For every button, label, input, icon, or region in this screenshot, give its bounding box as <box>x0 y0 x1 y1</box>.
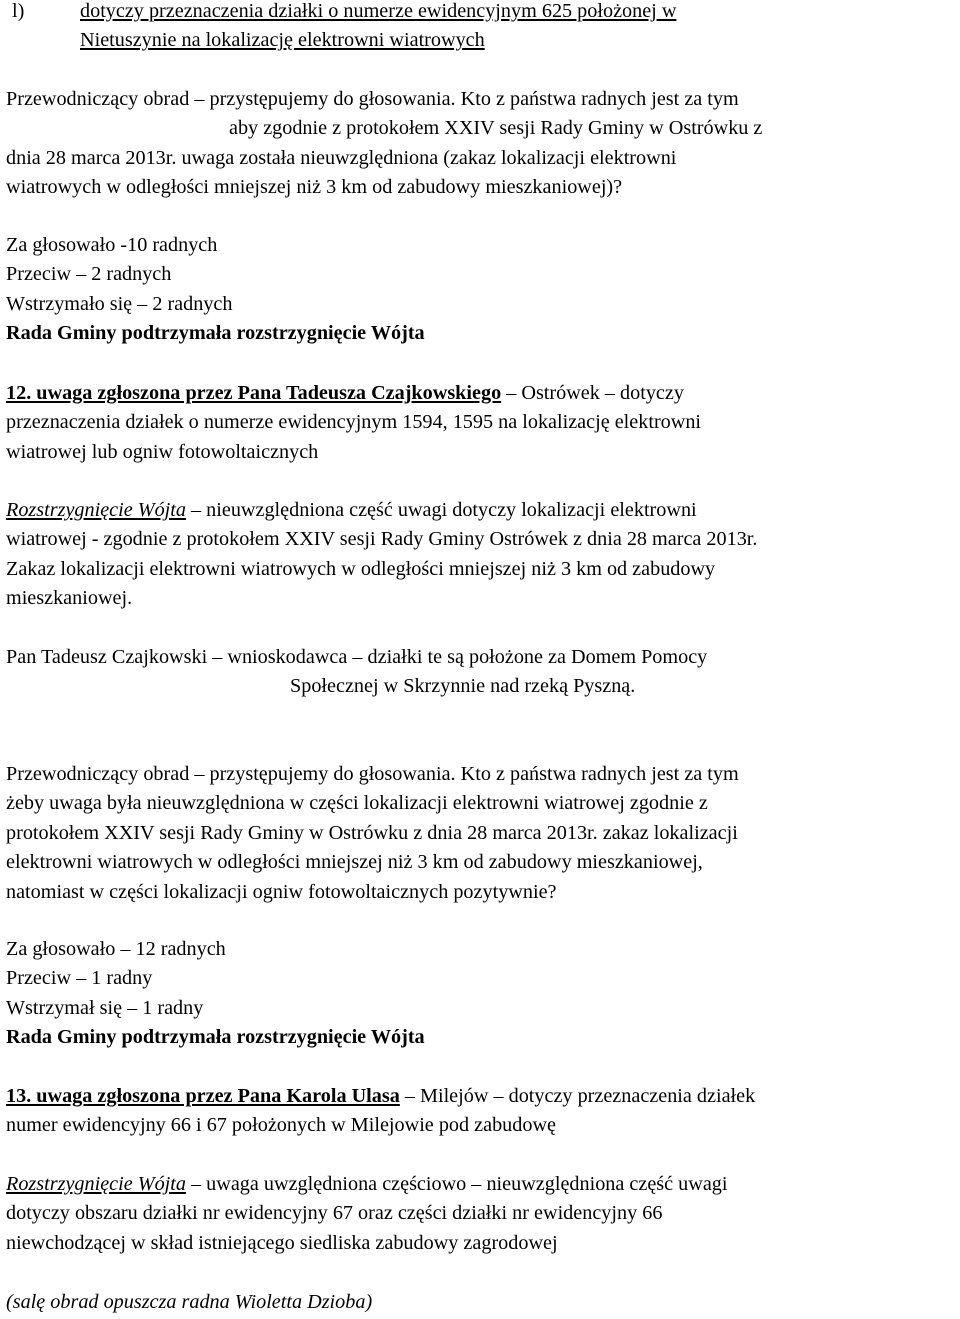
item-l-text-line2: Nietuszynie na lokalizację elektrowni wiatrowych <box>80 29 485 52</box>
item12-heading: 12. uwaga zgłoszona przez Pana Tadeusza Czajkowskiego <box>6 382 502 404</box>
item-l-marker: l) <box>12 0 25 22</box>
item13-heading-rest: – Milejów – dotyczy przeznaczenia działek <box>399 1085 756 1107</box>
item12-heading-rest: – Ostrówek – dotyczy <box>501 382 684 404</box>
item-l-text-line1: dotyczy przeznaczenia działki o numerze ewidencyjnym 625 położonej w <box>80 0 677 22</box>
vote1-question-line: wiatrowych w odległości mniejszej niż 3 km od zabudowy mieszkaniowej)? <box>6 176 623 199</box>
item13-decision <box>6 1170 960 1258</box>
item12-decision-line: mieszkaniowej. <box>6 587 133 610</box>
vote1-result: Rada Gminy podtrzymała rozstrzygnięcie Wójta <box>6 322 425 345</box>
vote2-question <box>6 760 960 907</box>
item13-remark <box>6 1288 960 1317</box>
vote2-question-line: Przewodniczący obrad – przystępujemy do głosowania. Kto z państwa radnych jest za tym <box>6 763 739 785</box>
item12-note-line: Społecznej w Skrzynnie nad rzeką Pyszną. <box>290 675 636 698</box>
item12-line: przeznaczenia działek o numerze ewidencyjnym 1594, 1595 na lokalizację elektrowni <box>6 411 702 434</box>
vote1-question-line: Przewodniczący obrad – przystępujemy do głosowania. Kto z państwa radnych jest za tym <box>6 88 739 110</box>
vote1-for: Za głosowało -10 radnych <box>6 234 218 256</box>
item13-remark-text: (salę obrad opuszcza radna Wioletta Dzioba) <box>6 1291 373 1313</box>
item12-note-line: Pan Tadeusz Czajkowski – wnioskodawca – działki te są położone za Domem Pomocy <box>6 646 708 668</box>
item12-line: wiatrowej lub ogniw fotowoltaicznych <box>6 440 319 463</box>
item12-note <box>6 643 960 702</box>
vote2-question-line: protokołem XXIV sesji Rady Gminy w Ostrówku z dnia 28 marca 2013r. zakaz lokalizacji <box>6 821 738 844</box>
item13-heading: 13. uwaga zgłoszona przez Pana Karola Ulasa <box>6 1085 400 1107</box>
item12 <box>6 379 960 467</box>
item13-decision-text: – uwaga uwzględniona częściowo – nieuwzględniona część uwagi <box>185 1173 728 1195</box>
vote2-question-line: żeby uwaga była nieuwzględniona w części lokalizacji elektrowni wiatrowej zgodnie z <box>6 792 708 815</box>
item13-decision-label: Rozstrzygnięcie Wójta <box>6 1173 186 1195</box>
item12-decision-text: – nieuwzględniona część uwagi dotyczy lokalizacji elektrowni <box>185 499 697 521</box>
item12-decision-label: Rozstrzygnięcie Wójta <box>6 499 186 521</box>
vote2-results <box>6 935 960 1053</box>
vote1-question-line: dnia 28 marca 2013r. uwaga została nieuwzględniona (zakaz lokalizacji elektrowni <box>6 146 677 169</box>
vote1-against: Przeciw – 2 radnych <box>6 263 172 286</box>
item12-decision <box>6 496 960 614</box>
item13-decision-line: niewchodzącej w skład istniejącego siedliska zabudowy zagrodowej <box>6 1231 558 1254</box>
item13-line: numer ewidencyjny 66 i 67 położonych w Milejowie pod zabudowę <box>6 1114 556 1137</box>
vote2-question-line: natomiast w części lokalizacji ogniw fotowoltaicznych pozytywnie? <box>6 880 557 903</box>
vote2-for: Za głosowało – 12 radnych <box>6 938 226 960</box>
item13-decision-line: dotyczy obszaru działki nr ewidencyjny 67 oraz części działki nr ewidencyjny 66 <box>6 1202 663 1225</box>
item12-decision-line: wiatrowej - zgodnie z protokołem XXIV sesji Rady Gminy Ostrówek z dnia 28 marca 2013r. <box>6 528 758 551</box>
vote2-question-line: elektrowni wiatrowych w odległości mniejszej niż 3 km od zabudowy mieszkaniowej, <box>6 851 703 874</box>
vote2-result: Rada Gminy podtrzymała rozstrzygnięcie Wójta <box>6 1026 425 1049</box>
vote2-abstain: Wstrzymał się – 1 radny <box>6 996 204 1019</box>
item13 <box>6 1082 960 1141</box>
vote2-against: Przeciw – 1 radny <box>6 967 153 990</box>
vote1-results <box>6 231 960 349</box>
item-l <box>6 0 960 56</box>
vote1-question <box>6 85 960 203</box>
item12-decision-line: Zakaz lokalizacji elektrowni wiatrowych w odległości mniejszej niż 3 km od zabudowy <box>6 557 716 580</box>
vote1-question-line: aby zgodnie z protokołem XXIV sesji Rady Gminy w Ostrówku z <box>229 117 763 140</box>
vote1-abstain: Wstrzymało się – 2 radnych <box>6 292 233 315</box>
